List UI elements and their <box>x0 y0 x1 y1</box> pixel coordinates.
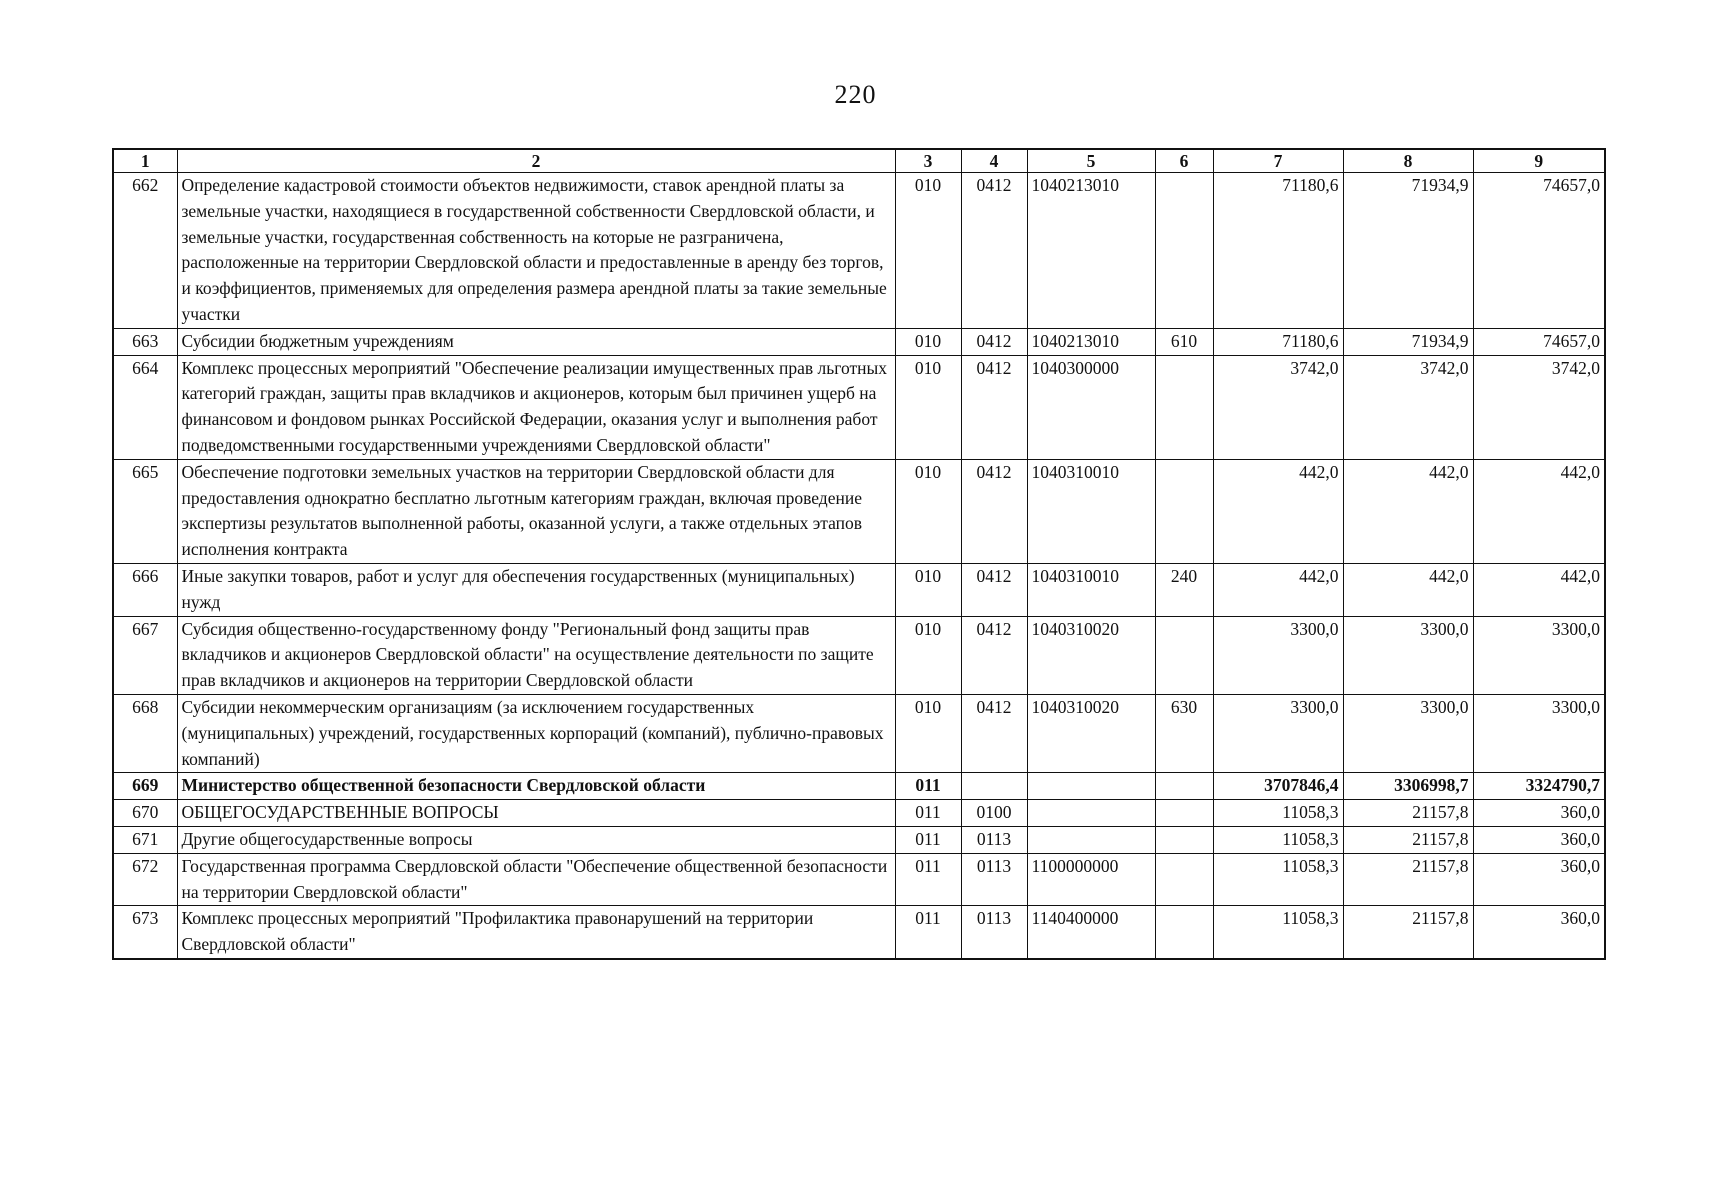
table-row <box>113 773 1605 800</box>
row-number-cell: 665 <box>113 459 177 563</box>
amount-col9-cell: 360,0 <box>1473 800 1605 827</box>
target-article-cell: 1040213010 <box>1027 328 1155 355</box>
row-number-cell: 671 <box>113 826 177 853</box>
section-code-cell: 0412 <box>961 328 1027 355</box>
description-cell: Субсидии бюджетным учреждениям <box>177 328 895 355</box>
table-row <box>113 826 1605 853</box>
table-row <box>113 616 1605 694</box>
section-code-cell: 0412 <box>961 355 1027 459</box>
description-cell: ОБЩЕГОСУДАРСТВЕННЫЕ ВОПРОСЫ <box>177 800 895 827</box>
target-article-cell: 1140400000 <box>1027 906 1155 959</box>
expense-type-cell <box>1155 853 1213 906</box>
amount-col9-cell: 442,0 <box>1473 459 1605 563</box>
amount-col7-cell: 3742,0 <box>1213 355 1343 459</box>
target-article-cell <box>1027 826 1155 853</box>
column-header: 6 <box>1155 149 1213 173</box>
expense-type-cell <box>1155 459 1213 563</box>
target-article-cell: 1040310020 <box>1027 616 1155 694</box>
row-number-cell: 663 <box>113 328 177 355</box>
amount-col8-cell: 21157,8 <box>1343 800 1473 827</box>
description-cell: Обеспечение подготовки земельных участков на территории Свердловской области для предоставления однократно бесплатно льготным категориям граждан, включая проведение экспертизы результатов выполненной работы, оказанной услуги, а также отдельных этапов исполнения контракта <box>177 459 895 563</box>
amount-col8-cell: 71934,9 <box>1343 328 1473 355</box>
ministry-code-cell: 011 <box>895 826 961 853</box>
target-article-cell: 1040300000 <box>1027 355 1155 459</box>
description-cell: Комплекс процессных мероприятий "Профилактика правонарушений на территории Свердловской области" <box>177 906 895 959</box>
row-number-cell: 669 <box>113 773 177 800</box>
table-row <box>113 694 1605 772</box>
amount-col9-cell: 442,0 <box>1473 563 1605 616</box>
expense-type-cell <box>1155 826 1213 853</box>
amount-col7-cell: 71180,6 <box>1213 173 1343 329</box>
table-row <box>113 173 1605 329</box>
amount-col9-cell: 3742,0 <box>1473 355 1605 459</box>
amount-col7-cell: 11058,3 <box>1213 906 1343 959</box>
row-number-cell: 662 <box>113 173 177 329</box>
target-article-cell: 1040213010 <box>1027 173 1155 329</box>
target-article-cell: 1100000000 <box>1027 853 1155 906</box>
amount-col7-cell: 11058,3 <box>1213 826 1343 853</box>
expense-type-cell <box>1155 616 1213 694</box>
amount-col9-cell: 3300,0 <box>1473 616 1605 694</box>
expense-type-cell <box>1155 906 1213 959</box>
expense-type-cell <box>1155 773 1213 800</box>
description-cell: Определение кадастровой стоимости объектов недвижимости, ставок арендной платы за земельные участки, находящиеся в государственной собственности Свердловской области, и земельные участки, государственная собственность на которые не разграничена, расположенные на территории Свердловской области и предоставленные в аренду без торгов, и коэффициентов, применяемых для определения размера арендной платы за такие земельные участки <box>177 173 895 329</box>
description-cell: Субсидия общественно-государственному фонду "Региональный фонд защиты прав вкладчиков и акционеров Свердловской области" на осуществление деятельности по защите прав вкладчиков и акционеров на территории Свердловской области <box>177 616 895 694</box>
amount-col8-cell: 21157,8 <box>1343 853 1473 906</box>
table-row <box>113 906 1605 959</box>
description-cell: Субсидии некоммерческим организациям (за исключением государственных (муниципальных) учреждений, государственных корпораций (компаний), публично-правовых компаний) <box>177 694 895 772</box>
ministry-code-cell: 010 <box>895 459 961 563</box>
column-header: 5 <box>1027 149 1155 173</box>
row-number-cell: 666 <box>113 563 177 616</box>
ministry-code-cell: 010 <box>895 616 961 694</box>
description-cell: Министерство общественной безопасности Свердловской области <box>177 773 895 800</box>
amount-col7-cell: 71180,6 <box>1213 328 1343 355</box>
row-number-cell: 673 <box>113 906 177 959</box>
section-code-cell: 0113 <box>961 906 1027 959</box>
expense-type-cell: 610 <box>1155 328 1213 355</box>
table-row <box>113 800 1605 827</box>
column-header: 4 <box>961 149 1027 173</box>
section-code-cell: 0412 <box>961 616 1027 694</box>
target-article-cell <box>1027 800 1155 827</box>
section-code-cell: 0412 <box>961 563 1027 616</box>
amount-col9-cell: 3300,0 <box>1473 694 1605 772</box>
row-number-cell: 668 <box>113 694 177 772</box>
section-code-cell: 0412 <box>961 173 1027 329</box>
amount-col8-cell: 3300,0 <box>1343 694 1473 772</box>
column-header: 8 <box>1343 149 1473 173</box>
ministry-code-cell: 010 <box>895 173 961 329</box>
row-number-cell: 670 <box>113 800 177 827</box>
section-code-cell: 0113 <box>961 853 1027 906</box>
column-header: 1 <box>113 149 177 173</box>
ministry-code-cell: 010 <box>895 355 961 459</box>
amount-col7-cell: 442,0 <box>1213 563 1343 616</box>
amount-col9-cell: 74657,0 <box>1473 173 1605 329</box>
expense-type-cell <box>1155 800 1213 827</box>
description-cell: Комплекс процессных мероприятий "Обеспечение реализации имущественных прав льготных категорий граждан, защиты прав вкладчиков и акционеров, которым был причинен ущерб на финансовом и фондовом рынках Российской Федерации, оказания услуг и выполнения работ подведомственными государственными учреждениями Свердловской области" <box>177 355 895 459</box>
row-number-cell: 664 <box>113 355 177 459</box>
table-row <box>113 563 1605 616</box>
amount-col8-cell: 442,0 <box>1343 459 1473 563</box>
description-cell: Иные закупки товаров, работ и услуг для обеспечения государственных (муниципальных) нужд <box>177 563 895 616</box>
expense-type-cell <box>1155 355 1213 459</box>
amount-col8-cell: 71934,9 <box>1343 173 1473 329</box>
budget-table <box>112 148 1606 960</box>
amount-col8-cell: 3300,0 <box>1343 616 1473 694</box>
ministry-code-cell: 010 <box>895 328 961 355</box>
expense-type-cell: 240 <box>1155 563 1213 616</box>
target-article-cell: 1040310020 <box>1027 694 1155 772</box>
ministry-code-cell: 011 <box>895 800 961 827</box>
target-article-cell: 1040310010 <box>1027 459 1155 563</box>
amount-col8-cell: 3742,0 <box>1343 355 1473 459</box>
expense-type-cell: 630 <box>1155 694 1213 772</box>
amount-col9-cell: 360,0 <box>1473 906 1605 959</box>
table-row <box>113 328 1605 355</box>
ministry-code-cell: 011 <box>895 853 961 906</box>
section-code-cell: 0412 <box>961 694 1027 772</box>
table-header-row <box>113 149 1605 173</box>
ministry-code-cell: 011 <box>895 906 961 959</box>
amount-col9-cell: 360,0 <box>1473 853 1605 906</box>
amount-col7-cell: 11058,3 <box>1213 853 1343 906</box>
ministry-code-cell: 011 <box>895 773 961 800</box>
expense-type-cell <box>1155 173 1213 329</box>
amount-col7-cell: 11058,3 <box>1213 800 1343 827</box>
column-header: 7 <box>1213 149 1343 173</box>
amount-col8-cell: 21157,8 <box>1343 826 1473 853</box>
column-header: 2 <box>177 149 895 173</box>
amount-col7-cell: 442,0 <box>1213 459 1343 563</box>
row-number-cell: 672 <box>113 853 177 906</box>
ministry-code-cell: 010 <box>895 563 961 616</box>
amount-col9-cell: 3324790,7 <box>1473 773 1605 800</box>
amount-col8-cell: 21157,8 <box>1343 906 1473 959</box>
table-row <box>113 459 1605 563</box>
row-number-cell: 667 <box>113 616 177 694</box>
table-row <box>113 355 1605 459</box>
description-cell: Другие общегосударственные вопросы <box>177 826 895 853</box>
section-code-cell: 0113 <box>961 826 1027 853</box>
description-cell: Государственная программа Свердловской области "Обеспечение общественной безопасности на территории Свердловской области" <box>177 853 895 906</box>
column-header: 3 <box>895 149 961 173</box>
amount-col7-cell: 3707846,4 <box>1213 773 1343 800</box>
target-article-cell: 1040310010 <box>1027 563 1155 616</box>
target-article-cell <box>1027 773 1155 800</box>
ministry-code-cell: 010 <box>895 694 961 772</box>
table-row <box>113 853 1605 906</box>
amount-col9-cell: 360,0 <box>1473 826 1605 853</box>
section-code-cell: 0412 <box>961 459 1027 563</box>
page-number: 220 <box>834 80 877 109</box>
section-code-cell <box>961 773 1027 800</box>
section-code-cell: 0100 <box>961 800 1027 827</box>
amount-col9-cell: 74657,0 <box>1473 328 1605 355</box>
amount-col8-cell: 442,0 <box>1343 563 1473 616</box>
column-header: 9 <box>1473 149 1605 173</box>
amount-col8-cell: 3306998,7 <box>1343 773 1473 800</box>
amount-col7-cell: 3300,0 <box>1213 616 1343 694</box>
amount-col7-cell: 3300,0 <box>1213 694 1343 772</box>
